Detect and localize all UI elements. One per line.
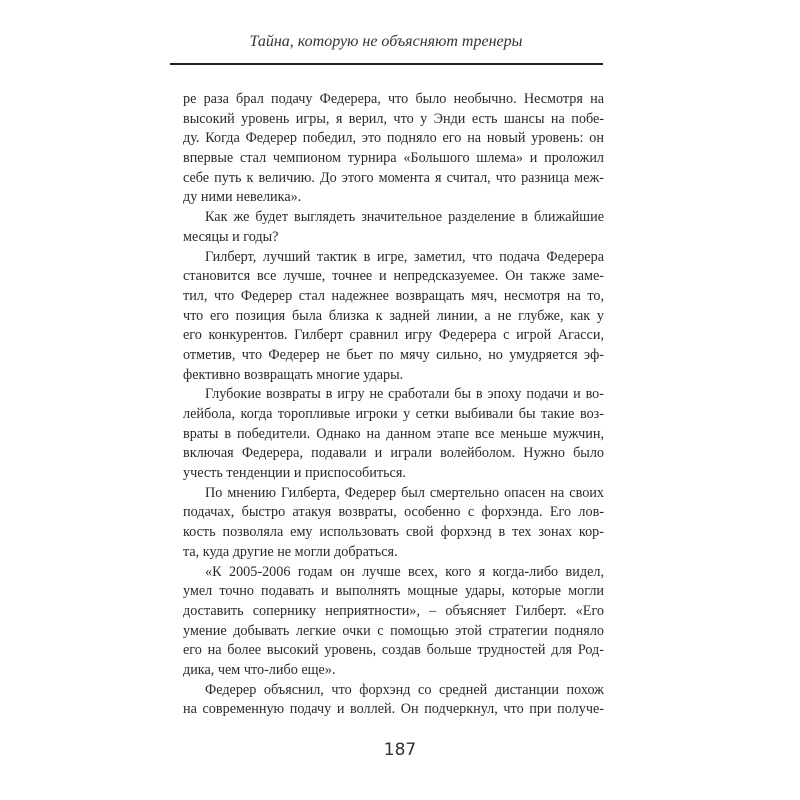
running-header: Тайна, которую не объясняют тренеры: [249, 33, 523, 50]
body-text: [183, 90, 604, 720]
header-rule: [170, 63, 603, 65]
text-line: ду. Когда Федерер победил, это подняло его на новый уровень: он: [183, 130, 604, 147]
text-line: подачах, быстро атакуя возвраты, особенно с форхэнда. Его лов-: [183, 504, 604, 521]
text-line: враты в победители. Однако на данном этапе все меньше мужчин,: [183, 425, 604, 442]
text-line: себе путь к величию. До этого момента я считал, что разница меж-: [183, 169, 604, 186]
text-line: месяцы и годы?: [183, 228, 279, 245]
text-line: умение добывать легкие очки с помощью этой стратегии подняло: [183, 622, 604, 639]
text-line: Как же будет выглядеть значительное разделение в ближайшие: [205, 209, 604, 226]
text-line: ду ними невелика».: [183, 189, 302, 206]
text-line: тил, что Федерер стал надежнее возвращать мяч, несмотря на то,: [183, 287, 604, 304]
text-line: Глубокие возвраты в игру не сработали бы в эпоху подачи и во-: [205, 386, 604, 403]
text-line: кость позволяла ему использовать свой форхэнд в тех зонах кор-: [183, 524, 604, 541]
text-line: «К 2005-2006 годам он лучше всех, кого я когда-либо видел,: [205, 563, 604, 580]
text-line: отметив, что Федерер не бьет по мячу сильно, но умудряется эф-: [183, 346, 604, 363]
text-line: дика, чем что-либо еще».: [183, 661, 336, 678]
text-line: включая Федерера, подавали и играли волейболом. Нужно было: [183, 445, 604, 462]
text-line: По мнению Гилберта, Федерер был смертельно опасен на своих: [205, 484, 604, 501]
page-number: 187: [383, 740, 417, 760]
text-line: высокий уровень игры, я верил, что у Энди есть шансы на побе-: [183, 110, 604, 127]
text-line: его на более высокий уровень, создав больше трудностей для Род-: [183, 642, 604, 659]
text-line: учесть тенденции и приспособиться.: [183, 465, 406, 482]
text-line: на современную подачу и воллей. Он подчеркнул, что при получе-: [183, 701, 604, 718]
text-line: доставить сопернику неприятности», – объясняет Гилберт. «Его: [183, 602, 604, 619]
text-line: впервые стал чемпионом турнира «Большого шлема» и проложил: [183, 150, 604, 167]
text-line: умел точно подавать и выполнять мощные удары, которые могли: [183, 583, 604, 600]
text-line: становится все лучше, точнее и непредсказуемее. Он также заме-: [183, 268, 604, 285]
text-line: Гилберт, лучший тактик в игре, заметил, что подача Федерера: [205, 248, 604, 265]
text-line: ре раза брал подачу Федерера, что было необычно. Несмотря на: [183, 91, 604, 107]
text-line: Федерер объяснил, что форхэнд со средней дистанции похож: [205, 681, 604, 698]
text-line: его конкурентов. Гилберт сравнил игру Федерера с игрой Агасси,: [183, 327, 604, 344]
text-line: что его позиция была близка к задней линии, а не глубже, как у: [183, 307, 604, 324]
text-line: та, куда другие не могли добраться.: [183, 543, 398, 560]
text-line: лейбола, когда торопливые игроки у сетки выбивали бы такие воз-: [183, 406, 604, 422]
text-line: фективно возвращать многие удары.: [183, 366, 404, 383]
